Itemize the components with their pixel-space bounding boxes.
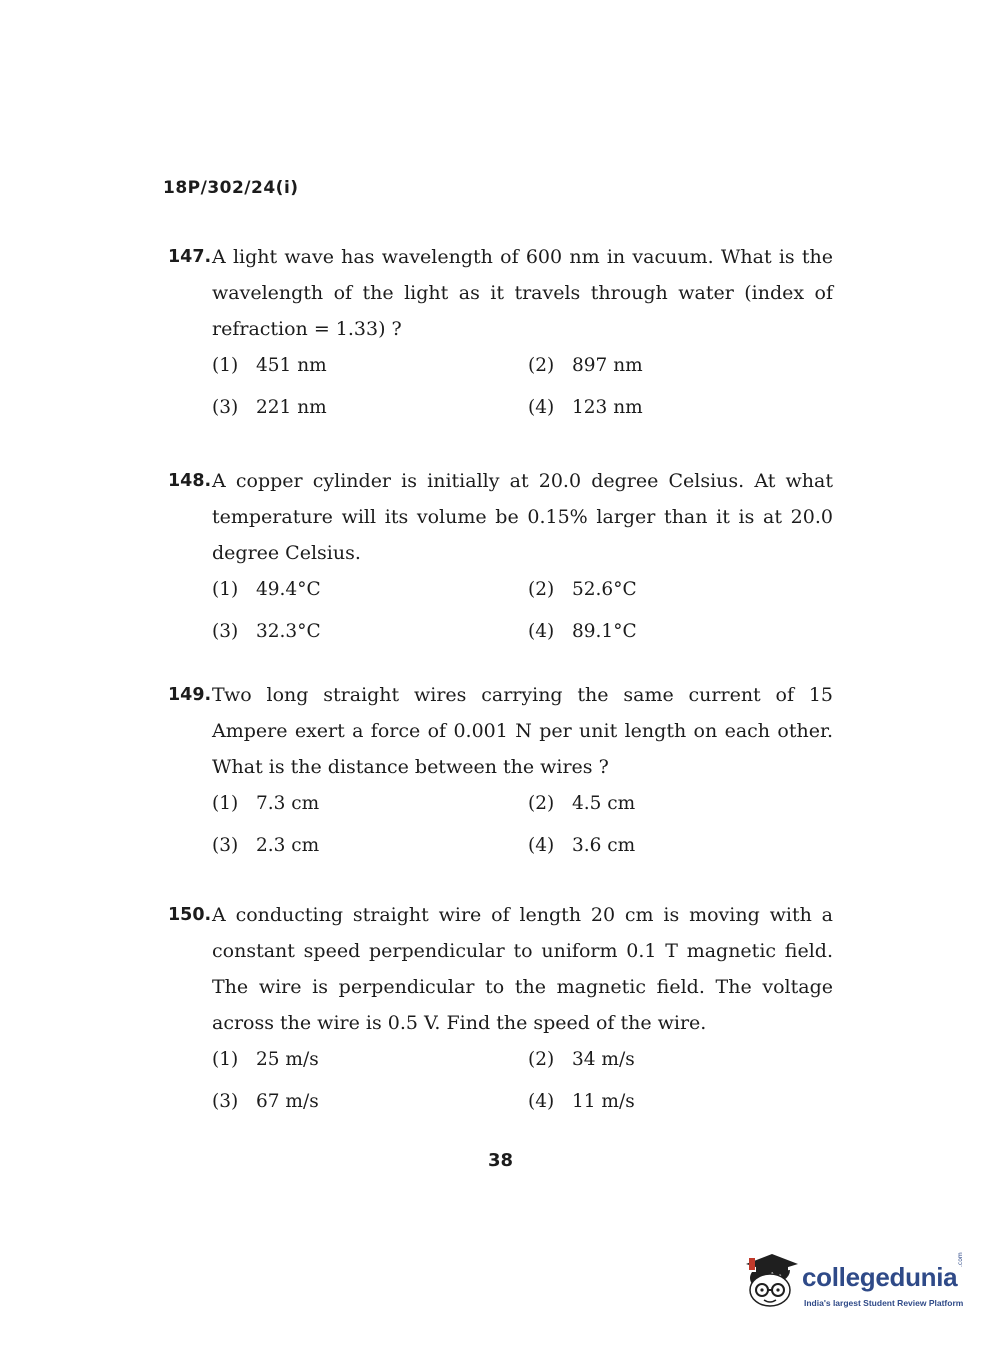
logo-wordmark: collegedunia	[802, 1262, 958, 1292]
option-2	[528, 1045, 828, 1075]
question-number: 147.	[168, 247, 212, 267]
question-149	[168, 676, 833, 861]
option-text: 34 m/s	[572, 1049, 635, 1070]
question-number: 149.	[168, 685, 212, 705]
options-grid	[212, 789, 833, 861]
page-number: 38	[488, 1150, 514, 1171]
question-text: Two long straight wires carrying the same current of 15 Ampere exert a force of 0.001 N per unit length on each other. What is the distance between the wires ?	[212, 684, 833, 778]
option-number: (1)	[212, 579, 239, 600]
option-text: 49.4°C	[256, 579, 321, 600]
question-number: 150.	[168, 905, 212, 925]
question-number: 148.	[168, 471, 212, 491]
option-number: (2)	[528, 579, 555, 600]
option-number: (3)	[212, 397, 239, 418]
option-4	[528, 1087, 828, 1117]
option-text: 25 m/s	[256, 1049, 319, 1070]
option-number: (2)	[528, 793, 555, 814]
option-number: (4)	[528, 1091, 555, 1112]
question-148	[168, 462, 833, 647]
option-number: (4)	[528, 397, 555, 418]
option-number: (1)	[212, 793, 239, 814]
option-2	[528, 789, 828, 819]
option-number: (3)	[212, 1091, 239, 1112]
option-number: (3)	[212, 835, 239, 856]
question-text: A copper cylinder is initially at 20.0 degree Celsius. At what temperature will its volume be 0.15% larger than it is at 20.0 degree Celsius.	[212, 470, 833, 564]
option-text: 123 nm	[572, 397, 643, 418]
option-text: 451 nm	[256, 355, 327, 376]
option-2	[528, 575, 828, 605]
option-3	[212, 831, 528, 861]
options-grid	[212, 575, 833, 647]
option-text: 67 m/s	[256, 1091, 319, 1112]
logo-tagline: India's largest Student Review Platform	[804, 1298, 964, 1308]
option-4	[528, 393, 828, 423]
option-4	[528, 831, 828, 861]
option-text: 32.3°C	[256, 621, 321, 642]
option-text: 7.3 cm	[256, 793, 320, 814]
mascot-icon	[742, 1248, 800, 1310]
option-text: 89.1°C	[572, 621, 637, 642]
options-grid	[212, 351, 833, 423]
option-1	[212, 575, 528, 605]
option-text: 3.6 cm	[572, 835, 636, 856]
option-number: (2)	[528, 1049, 555, 1070]
option-1	[212, 351, 528, 381]
option-1	[212, 789, 528, 819]
option-text: 11 m/s	[572, 1091, 635, 1112]
option-4	[528, 617, 828, 647]
option-2	[528, 351, 828, 381]
question-text: A conducting straight wire of length 20 cm is moving with a constant speed perpendicular to uniform 0.1 T magnetic field. The wire is perpendicular to the magnetic field. The voltage across the wire is 0.5 V. Find the speed of the wire.	[212, 904, 833, 1034]
option-3	[212, 393, 528, 423]
question-147	[168, 238, 833, 423]
option-text: 52.6°C	[572, 579, 637, 600]
question-text: A light wave has wavelength of 600 nm in vacuum. What is the wavelength of the light as it travels through water (index of refraction = 1.33) ?	[212, 246, 833, 340]
option-number: (3)	[212, 621, 239, 642]
option-1	[212, 1045, 528, 1075]
option-number: (4)	[528, 621, 555, 642]
option-number: (4)	[528, 835, 555, 856]
option-3	[212, 1087, 528, 1117]
option-3	[212, 617, 528, 647]
logo-suffix: .com	[957, 1252, 964, 1267]
option-text: 897 nm	[572, 355, 643, 376]
option-text: 221 nm	[256, 397, 327, 418]
option-text: 4.5 cm	[572, 793, 636, 814]
option-text: 2.3 cm	[256, 835, 320, 856]
collegedunia-logo	[742, 1248, 972, 1318]
question-150	[168, 896, 833, 1117]
options-grid	[212, 1045, 833, 1117]
option-number: (1)	[212, 355, 239, 376]
paper-code: 18P/302/24(i)	[163, 178, 299, 198]
option-number: (2)	[528, 355, 555, 376]
option-number: (1)	[212, 1049, 239, 1070]
